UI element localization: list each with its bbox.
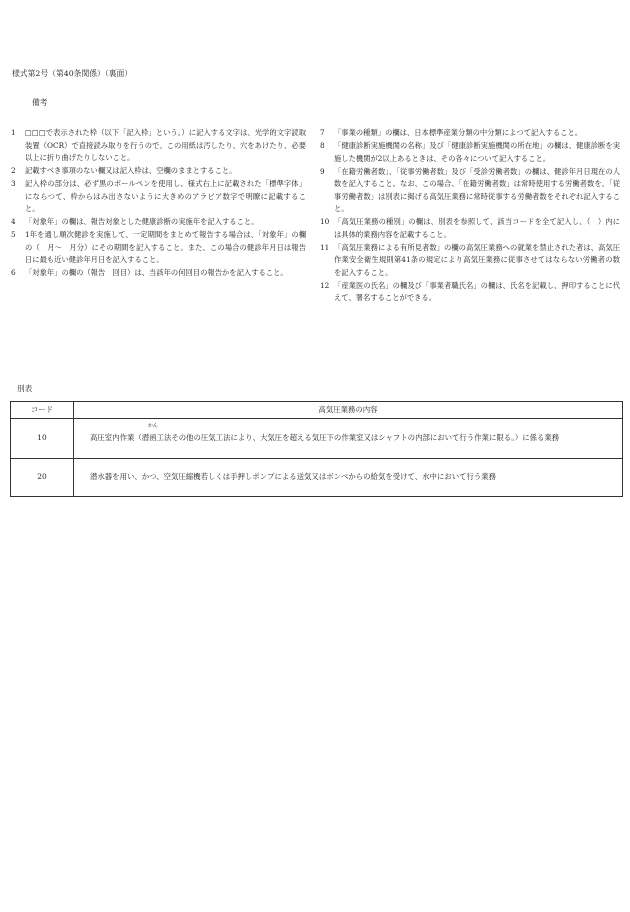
note-text: 「対象年」の欄は、報告対象とした健康診断の実施年を記入すること。 (25, 217, 259, 226)
code-column-header: コード (11, 402, 74, 419)
note-number: 7 (320, 128, 325, 137)
note-item (320, 140, 620, 165)
note-text: 記載すべき事項のない欄又は記入枠は、空欄のままとすること。 (25, 166, 237, 175)
note-text: 「高気圧業務の種別」の欄は、別表を参照して、該当コードを全て記入し、（ ）内には具体的業務内容を記載すること。 (334, 217, 620, 239)
note-item (320, 216, 620, 241)
annex-table (10, 401, 623, 497)
ruby-annotation (147, 423, 158, 445)
note-item (11, 178, 306, 216)
content-column-header: 高気圧業務の内容 (74, 402, 623, 419)
note-item (320, 127, 620, 140)
table-header-row (11, 402, 623, 419)
note-number: 3 (11, 179, 16, 188)
remarks-heading: 備考 (32, 98, 48, 107)
form-title: 様式第2号（第40条関係）（裏面） (12, 69, 133, 78)
note-number: 1 (11, 128, 16, 137)
table-row (11, 419, 623, 459)
note-item (320, 242, 620, 280)
note-item (11, 127, 306, 165)
note-number: 9 (320, 166, 325, 176)
note-number: 11 (320, 242, 330, 252)
content-text-post: 工法その他の圧気工法により、大気圧を超える気圧下の作業室又はシャフトの内部において行う作業に限る。）に係る業務 (156, 433, 560, 443)
note-number: 6 (11, 268, 16, 277)
code-cell: 10 (11, 419, 74, 459)
ruby-base: 函 (149, 433, 157, 443)
annex-title: 別表 (17, 384, 33, 393)
note-item (320, 280, 620, 305)
note-text: 「産業医の氏名」の欄及び「事業者職氏名」の欄は、氏名を記載し、押印することに代えて、署名することができる。 (334, 280, 620, 302)
note-text: 「在籍労働者数」、「従事労働者数」及び「受診労働者数」の欄は、健診年月日現在の人数を記入すること。なお、この場合、「在籍労働者数」は常時使用する労働者数を、「従事労働者数」は別表に掲げる高気圧業務に常時従事する労働者数をそれぞれ記入すること。 (334, 166, 620, 213)
note-number: 8 (320, 141, 325, 150)
note-number: 5 (11, 230, 16, 239)
content-cell: 潜水器を用い、かつ、空気圧縮機若しくは手押しポンプによる送気又はボンベからの給気を受けて、水中において行う業務 (74, 459, 623, 497)
note-text: 「事業の種類」の欄は、日本標準産業分類の中分類によつて記入すること。 (334, 128, 583, 137)
note-text: 「健康診断実施機関の名称」及び「健康診断実施機関の所在地」の欄は、健康診断を実施した機関が2以上あるときは、その各々について記入すること。 (334, 141, 620, 163)
note-number: 10 (320, 217, 330, 226)
note-item (11, 267, 306, 280)
code-cell: 20 (11, 459, 74, 497)
note-item (11, 229, 306, 267)
note-number: 2 (11, 166, 16, 175)
note-text: 1年を通し順次健診を実施して、一定期間をまとめて報告する場合は、「対象年」の欄の（ 月～ 月分）にその期間を記入すること。また、この場合の健診年月日は報告日に最も近い健診年月日を記入すること。 (25, 230, 306, 264)
table-row (11, 459, 623, 497)
note-text: 「対象年」の欄の（報告 回目）は、当該年の何回目の報告かを記入すること。 (25, 268, 288, 277)
content-cell (74, 419, 623, 459)
content-text-pre: 高圧室内作業（潜 (90, 433, 150, 443)
note-text: 「高気圧業務による有所見者数」の欄の高気圧業務への就業を禁止された者は、高気圧作業安全衛生規則第41条の規定により高気圧業務に従事させてはならない労働者の数を記入すること。 (334, 242, 620, 277)
note-item (11, 216, 306, 229)
note-item (11, 165, 306, 178)
note-number: 4 (11, 217, 16, 226)
notes-right-column (320, 127, 620, 305)
note-text: □□□で表示された枠（以下「記入枠」という。）に記入する文字は、光学的文字読取装置（OCR）で直接読み取りを行うので、この用紙は汚したり、穴をあけたり、必要以上に折り曲げたりしないこと。 (25, 128, 306, 162)
note-text: 記入枠の部分は、必ず黒のボールペンを使用し、様式右上に記載された「標準字体」にならつて、枠からはみ出さないように大きめのアラビア数字で明瞭に記載すること。 (25, 179, 306, 213)
note-item (320, 166, 620, 216)
notes-left-column (11, 127, 306, 280)
ruby-reading: かん (147, 423, 158, 430)
note-number: 12 (320, 280, 330, 290)
